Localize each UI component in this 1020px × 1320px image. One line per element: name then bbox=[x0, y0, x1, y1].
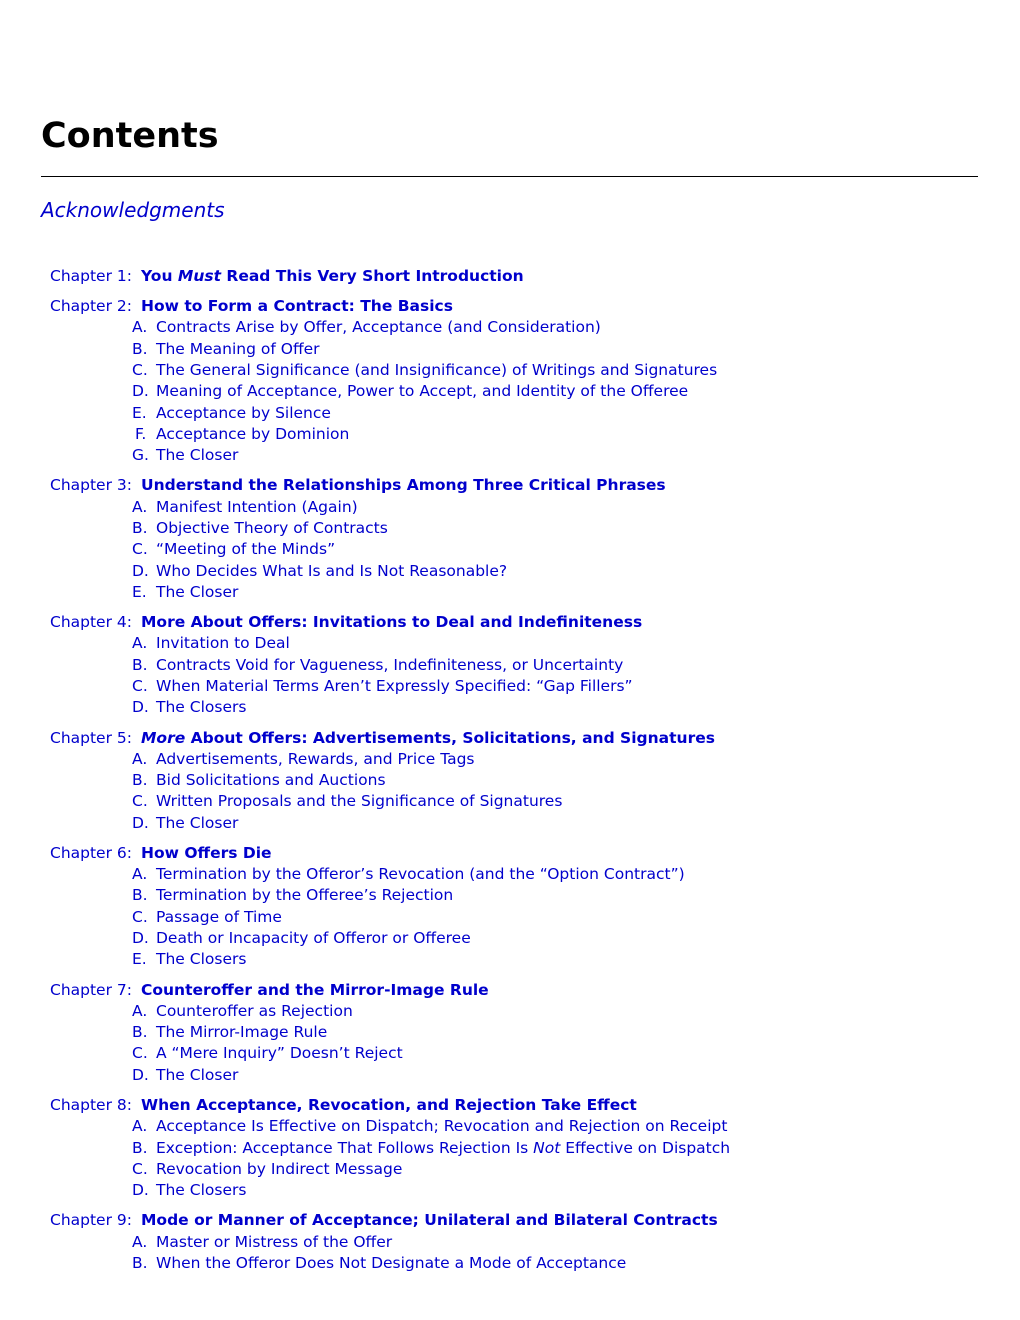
section-title bbox=[156, 792, 562, 810]
section-link[interactable] bbox=[50, 676, 990, 697]
section-letter: A. bbox=[132, 497, 148, 516]
chapter-title bbox=[141, 476, 666, 494]
section-title bbox=[156, 908, 282, 926]
section-title-segment: Counteroffer as Rejection bbox=[156, 1001, 353, 1020]
section-link[interactable] bbox=[50, 403, 990, 424]
section-link[interactable] bbox=[50, 518, 990, 539]
section-title-segment: The Closer bbox=[156, 813, 239, 832]
section-link[interactable] bbox=[50, 317, 990, 338]
chapter-number: Chapter 5: bbox=[50, 728, 132, 747]
section-link[interactable] bbox=[50, 1180, 990, 1201]
section-title-segment: The Closers bbox=[156, 698, 247, 717]
section-title bbox=[156, 1254, 626, 1272]
chapter-number: Chapter 2: bbox=[50, 297, 132, 316]
section-title bbox=[156, 929, 471, 947]
section-title bbox=[156, 382, 688, 400]
chapter-title-segment: You bbox=[141, 267, 178, 285]
chapter-link[interactable] bbox=[50, 612, 990, 633]
section-letter: D. bbox=[132, 1065, 149, 1084]
section-link[interactable] bbox=[50, 655, 990, 676]
section-letter: D. bbox=[132, 561, 149, 580]
section-letter: D. bbox=[132, 382, 149, 401]
section-title-segment: The Closers bbox=[156, 950, 247, 969]
chapter-link[interactable] bbox=[50, 843, 990, 864]
chapter-block bbox=[50, 296, 990, 466]
section-letter: A. bbox=[132, 865, 148, 884]
section-link[interactable] bbox=[50, 697, 990, 718]
section-title bbox=[156, 1066, 238, 1084]
section-title-segment: Termination by the Offeree’s Rejection bbox=[156, 886, 454, 905]
section-title bbox=[156, 656, 623, 674]
section-title bbox=[156, 1233, 392, 1251]
section-title bbox=[156, 340, 320, 358]
section-link[interactable] bbox=[50, 582, 990, 603]
section-title bbox=[156, 540, 335, 558]
chapter-link[interactable] bbox=[50, 266, 990, 287]
section-letter: F. bbox=[135, 424, 147, 443]
section-title-segment: A “Mere Inquiry” Doesn’t Reject bbox=[156, 1044, 403, 1063]
chapter-number: Chapter 3: bbox=[50, 476, 132, 495]
section-title bbox=[156, 1117, 727, 1135]
section-link[interactable] bbox=[50, 539, 990, 560]
section-title bbox=[156, 634, 290, 652]
section-link[interactable] bbox=[50, 1001, 990, 1022]
section-title bbox=[156, 950, 246, 968]
section-link[interactable] bbox=[50, 561, 990, 582]
section-link[interactable] bbox=[50, 1253, 990, 1274]
section-title bbox=[156, 361, 717, 379]
chapter-block bbox=[50, 475, 990, 603]
section-title bbox=[156, 583, 238, 601]
chapter-title-segment: How Offers Die bbox=[141, 843, 272, 862]
section-letter: D. bbox=[132, 698, 149, 717]
section-title bbox=[156, 404, 331, 422]
chapter-title bbox=[141, 1096, 637, 1114]
section-link[interactable] bbox=[50, 1232, 990, 1253]
section-title bbox=[156, 1044, 403, 1062]
section-link[interactable] bbox=[50, 864, 990, 885]
section-title bbox=[156, 677, 633, 695]
section-link[interactable] bbox=[50, 770, 990, 791]
section-title-segment: The Closer bbox=[156, 582, 239, 601]
section-letter: C. bbox=[132, 361, 148, 380]
chapter-block bbox=[50, 612, 990, 718]
section-title bbox=[156, 498, 358, 516]
section-letter: B. bbox=[132, 1023, 148, 1042]
chapter-title-segment: How to Form a Contract: The Basics bbox=[141, 297, 453, 316]
section-letter: D. bbox=[132, 813, 149, 832]
section-title-segment: Bid Solicitations and Auctions bbox=[156, 771, 386, 790]
chapter-block bbox=[50, 1095, 990, 1201]
chapter-link[interactable] bbox=[50, 1095, 990, 1116]
section-link[interactable] bbox=[50, 885, 990, 906]
section-title-segment: Manifest Intention (Again) bbox=[156, 497, 358, 516]
section-letter: D. bbox=[132, 929, 149, 948]
section-title-segment: Passage of Time bbox=[156, 907, 282, 926]
section-letter: C. bbox=[132, 540, 148, 559]
chapter-link[interactable] bbox=[50, 980, 990, 1001]
chapter-title-segment: More bbox=[141, 728, 186, 747]
section-letter: E. bbox=[132, 950, 147, 969]
chapter-title-segment: About Offers: Advertisements, Solicitations, and Signatures bbox=[185, 728, 715, 747]
section-title-segment: Effective on Dispatch bbox=[560, 1138, 731, 1157]
section-title-segment: The Closers bbox=[156, 1181, 247, 1200]
section-link[interactable] bbox=[50, 445, 990, 466]
section-title-segment: “Meeting of the Minds” bbox=[156, 540, 336, 559]
chapter-number: Chapter 7: bbox=[50, 980, 132, 999]
title-divider bbox=[41, 176, 978, 177]
section-letter: C. bbox=[132, 1044, 148, 1063]
section-letter: E. bbox=[132, 582, 147, 601]
chapter-number: Chapter 9: bbox=[50, 1211, 132, 1230]
section-letter: B. bbox=[132, 771, 148, 790]
section-letter: A. bbox=[132, 1117, 148, 1136]
section-title-segment: Acceptance Is Effective on Dispatch; Revocation and Rejection on Receipt bbox=[156, 1117, 728, 1136]
section-title-segment: Written Proposals and the Significance of Signatures bbox=[156, 792, 563, 811]
acknowledgments-link[interactable]: Acknowledgments bbox=[41, 198, 225, 222]
section-title-segment: When the Offeror Does Not Designate a Mode of Acceptance bbox=[156, 1253, 627, 1272]
section-link[interactable] bbox=[50, 1116, 990, 1137]
section-title-segment: Who Decides What Is and Is Not Reasonable? bbox=[156, 561, 508, 580]
section-title-segment: Contracts Void for Vagueness, Indefiniteness, or Uncertainty bbox=[156, 655, 624, 674]
section-title bbox=[156, 865, 685, 883]
section-letter: D. bbox=[132, 1181, 149, 1200]
section-title bbox=[156, 562, 507, 580]
section-link[interactable] bbox=[50, 928, 990, 949]
section-letter: E. bbox=[132, 403, 147, 422]
section-title-segment: Not bbox=[533, 1138, 561, 1157]
chapter-number: Chapter 8: bbox=[50, 1095, 132, 1114]
section-title-segment: The Meaning of Offer bbox=[156, 339, 320, 358]
chapter-title-segment: Understand the Relationships Among Three Critical Phrases bbox=[141, 476, 666, 495]
section-title bbox=[156, 750, 475, 768]
section-letter: A. bbox=[132, 318, 148, 337]
chapter-block bbox=[50, 843, 990, 971]
section-title-segment: Objective Theory of Contracts bbox=[156, 519, 388, 538]
section-letter: A. bbox=[132, 1001, 148, 1020]
chapter-title-segment: More About Offers: Invitations to Deal and Indefiniteness bbox=[141, 613, 643, 632]
section-letter: A. bbox=[132, 749, 148, 768]
section-link[interactable] bbox=[50, 1043, 990, 1064]
section-title-segment: Advertisements, Rewards, and Price Tags bbox=[156, 749, 475, 768]
chapter-title-segment: Must bbox=[177, 267, 221, 285]
section-letter: B. bbox=[132, 1253, 148, 1272]
section-title-segment: Meaning of Acceptance, Power to Accept, and Identity of the Offeree bbox=[156, 382, 689, 401]
section-title-segment: Revocation by Indirect Message bbox=[156, 1159, 403, 1178]
chapter-number: Chapter 6: bbox=[50, 843, 132, 862]
section-title bbox=[156, 1139, 730, 1157]
section-title-segment: The Mirror-Image Rule bbox=[156, 1023, 328, 1042]
section-title-segment: Master or Mistress of the Offer bbox=[156, 1232, 393, 1251]
section-link[interactable] bbox=[50, 1159, 990, 1180]
table-of-contents bbox=[50, 266, 990, 1283]
page-title: Contents bbox=[41, 116, 219, 156]
chapter-title bbox=[141, 844, 272, 862]
chapter-link[interactable] bbox=[50, 1210, 990, 1231]
chapter-number: Chapter 1: bbox=[50, 267, 132, 285]
chapter-block bbox=[50, 1210, 990, 1274]
section-link[interactable] bbox=[50, 813, 990, 834]
section-link[interactable] bbox=[50, 791, 990, 812]
section-link[interactable] bbox=[50, 424, 990, 445]
section-title bbox=[156, 814, 238, 832]
section-title-segment: Acceptance by Dominion bbox=[156, 424, 350, 443]
section-letter: C. bbox=[132, 792, 148, 811]
section-title bbox=[156, 886, 453, 904]
chapter-title bbox=[141, 613, 642, 631]
section-title bbox=[156, 1181, 246, 1199]
section-title-segment: Contracts Arise by Offer, Acceptance (and Consideration) bbox=[156, 318, 601, 337]
chapter-link[interactable] bbox=[50, 296, 990, 317]
section-title-segment: When Material Terms Aren’t Expressly Specified: “Gap Fillers” bbox=[156, 677, 633, 696]
section-link[interactable] bbox=[50, 949, 990, 970]
chapter-title bbox=[141, 729, 715, 747]
chapter-block bbox=[50, 728, 990, 834]
chapter-title-segment: Mode or Manner of Acceptance; Unilateral and Bilateral Contracts bbox=[141, 1211, 718, 1230]
chapter-link[interactable] bbox=[50, 475, 990, 496]
section-title-segment: Death or Incapacity of Offeror or Offeree bbox=[156, 929, 471, 948]
section-letter: B. bbox=[132, 519, 148, 538]
section-title-segment: Termination by the Offeror’s Revocation (and the “Option Contract”) bbox=[156, 865, 685, 884]
section-link[interactable] bbox=[50, 339, 990, 360]
section-letter: C. bbox=[132, 907, 148, 926]
section-letter: B. bbox=[132, 339, 148, 358]
section-title bbox=[156, 446, 238, 464]
section-link[interactable] bbox=[50, 381, 990, 402]
section-title bbox=[156, 1002, 353, 1020]
section-title-segment: Acceptance by Silence bbox=[156, 403, 331, 422]
chapter-title-segment: Counteroffer and the Mirror-Image Rule bbox=[141, 980, 489, 999]
section-link[interactable] bbox=[50, 633, 990, 654]
section-letter: B. bbox=[132, 886, 148, 905]
section-link[interactable] bbox=[50, 1138, 990, 1159]
chapter-title bbox=[141, 981, 489, 999]
section-title bbox=[156, 519, 388, 537]
section-title-segment: Invitation to Deal bbox=[156, 634, 290, 653]
section-title bbox=[156, 1023, 327, 1041]
chapter-title-segment: Read This Very Short Introduction bbox=[221, 267, 524, 285]
chapter-title bbox=[141, 267, 524, 285]
chapter-title-segment: When Acceptance, Revocation, and Rejection Take Effect bbox=[141, 1095, 637, 1114]
section-title bbox=[156, 1160, 402, 1178]
section-letter: C. bbox=[132, 677, 148, 696]
section-letter: A. bbox=[132, 1232, 148, 1251]
chapter-number: Chapter 4: bbox=[50, 613, 132, 632]
section-title bbox=[156, 771, 386, 789]
section-link[interactable] bbox=[50, 360, 990, 381]
section-title-segment: The Closer bbox=[156, 1065, 239, 1084]
section-letter: G. bbox=[132, 446, 149, 465]
section-letter: B. bbox=[132, 655, 148, 674]
section-title bbox=[156, 318, 601, 336]
section-letter: A. bbox=[132, 634, 148, 653]
section-link[interactable] bbox=[50, 497, 990, 518]
section-link[interactable] bbox=[50, 1065, 990, 1086]
section-letter: B. bbox=[132, 1138, 148, 1157]
section-letter: C. bbox=[132, 1159, 148, 1178]
section-title-segment: Exception: Acceptance That Follows Rejection Is bbox=[156, 1138, 534, 1157]
section-link[interactable] bbox=[50, 749, 990, 770]
section-link[interactable] bbox=[50, 907, 990, 928]
chapter-title bbox=[141, 1211, 718, 1229]
chapter-block bbox=[50, 980, 990, 1086]
section-title bbox=[156, 425, 349, 443]
section-title-segment: The General Significance (and Insignificance) of Writings and Signatures bbox=[156, 361, 718, 380]
chapter-title bbox=[141, 297, 453, 315]
chapter-block bbox=[50, 266, 990, 287]
section-link[interactable] bbox=[50, 1022, 990, 1043]
section-title bbox=[156, 698, 246, 716]
section-title-segment: The Closer bbox=[156, 446, 239, 465]
chapter-link[interactable] bbox=[50, 728, 990, 749]
